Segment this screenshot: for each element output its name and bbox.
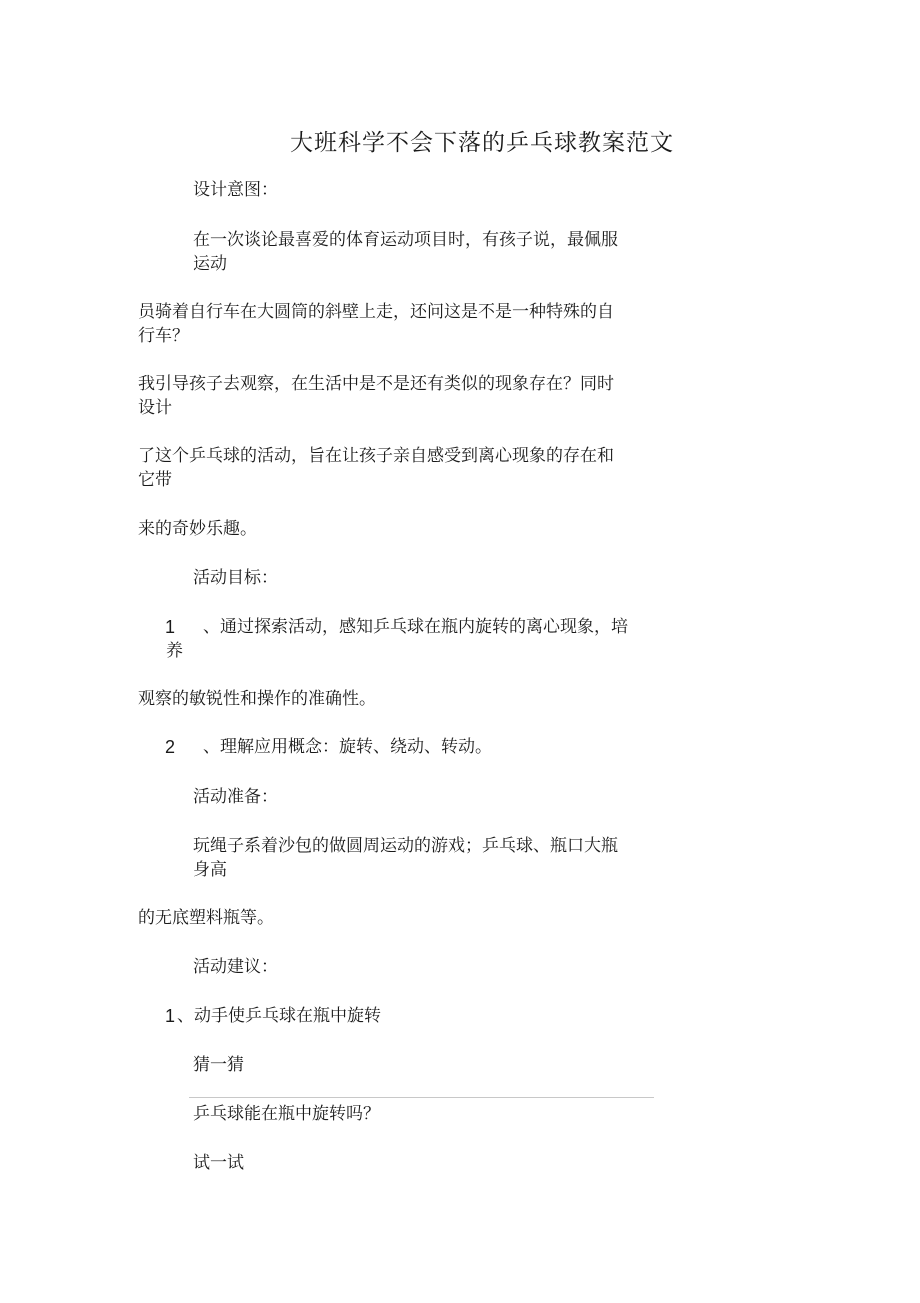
subheading-guess: 猜一猜 — [193, 1055, 244, 1075]
paragraph-line: 在一次谈论最喜爱的体育运动项目时，有孩子说，最佩服 — [193, 230, 618, 250]
paragraph-line: 的无底塑料瓶等。 — [138, 908, 274, 928]
goal-number: 1 — [165, 617, 176, 637]
paragraph-line: 玩绳子系着沙包的做圆周运动的游戏；乒乓球、瓶口大瓶 — [193, 836, 618, 856]
question-line: 乒乓球能在瓶中旋转吗？ — [193, 1104, 380, 1124]
suggest-text: 、动手使乒乓球在瓶中旋转 — [177, 1006, 381, 1026]
prep-heading: 活动准备： — [193, 787, 278, 807]
document-title: 大班科学不会下落的乒乓球教案范文 — [290, 130, 674, 156]
goal-text: 、理解应用概念：旋转、绕动、转动。 — [203, 737, 492, 757]
paragraph-line: 了这个乒乓球的活动，旨在让孩子亲自感受到离心现象的存在和 — [138, 446, 614, 466]
paragraph-line: 员骑着自行车在大圆筒的斜壁上走，还问这是不是一种特殊的自 — [138, 302, 614, 322]
paragraph-line: 身高 — [193, 860, 227, 880]
subheading-try: 试一试 — [193, 1153, 244, 1173]
paragraph-line: 来的奇妙乐趣。 — [138, 519, 257, 539]
suggest-number: 1 — [165, 1006, 176, 1026]
goals-heading: 活动目标： — [193, 568, 278, 588]
goal-text: 观察的敏锐性和操作的准确性。 — [138, 689, 376, 709]
paragraph-line: 它带 — [138, 470, 172, 490]
paragraph-line: 设计 — [138, 398, 172, 418]
goal-number: 2 — [165, 737, 176, 757]
suggest-heading: 活动建议： — [193, 957, 278, 977]
goal-text: 养 — [166, 641, 183, 661]
paragraph-line: 行车？ — [138, 326, 189, 346]
goal-text: 、通过探索活动，感知乒乓球在瓶内旋转的离心现象，培 — [203, 617, 628, 637]
divider-line — [189, 1097, 654, 1098]
design-intent-heading: 设计意图： — [193, 180, 278, 200]
paragraph-line: 运动 — [193, 254, 227, 274]
paragraph-line: 我引导孩子去观察，在生活中是不是还有类似的现象存在？同时 — [138, 374, 614, 394]
